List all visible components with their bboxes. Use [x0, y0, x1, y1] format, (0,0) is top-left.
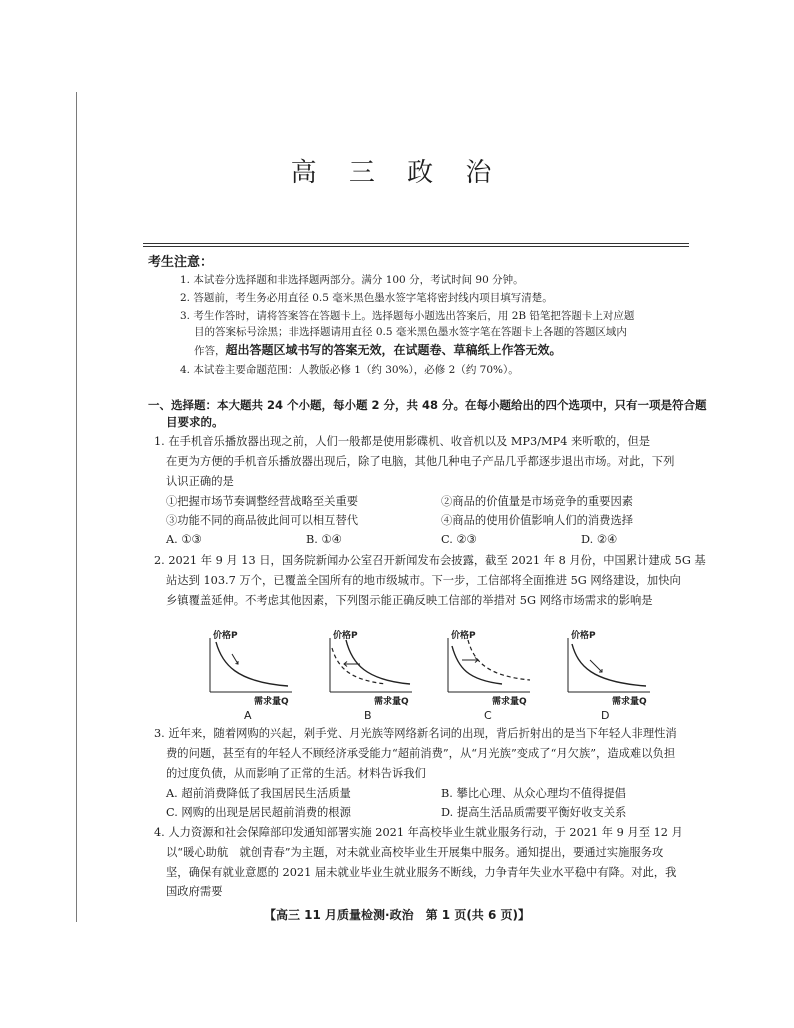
- q2-graph-c-label: C: [484, 709, 492, 722]
- q2-graph-d-ylabel: 价格P: [571, 631, 596, 641]
- q2-graph-c: [442, 631, 542, 724]
- q1-statement-2: ②商品的价值量是市场竞争的重要因素: [441, 495, 634, 508]
- q1-option-b: B. ①④: [306, 533, 342, 546]
- notice-item-3-end-text: 作答，: [194, 345, 226, 357]
- q1-stem-line1: 1. 在手机音乐播放器出现之前，人们一般都是使用影碟机、收音机以及 MP3/MP4 来听歌的，但是: [154, 435, 651, 448]
- q3-option-d: D. 提高生活品质需要平衡好收支关系: [441, 806, 627, 819]
- q2-stem-line2: 站达到 103.7 万个，已覆盖全国所有的地市级城市。下一步，工信部将全面推进 5G 网络建设，加快向: [166, 574, 681, 587]
- q2-graph-b-label: B: [364, 709, 372, 722]
- q2-graph-a-label: A: [244, 709, 252, 722]
- q2-graph-a: [204, 631, 304, 724]
- q3-option-c: C. 网购的出现是居民超前消费的根源: [166, 806, 351, 819]
- notice-item-2: 2. 答题前，考生务必用直径 0.5 毫米黑色墨水签字笔将密封线内项目填写清楚。: [180, 292, 553, 304]
- q1-option-a: A. ①③: [166, 533, 202, 546]
- q1-statement-1: ①把握市场节奏调整经营战略至关重要: [166, 495, 359, 508]
- q2-graph-d: [562, 631, 662, 724]
- notice-item-3-end: [194, 343, 562, 358]
- notice-item-4: 4. 本试卷主要命题范围：人教版必修 1（约 30%），必修 2（约 70%）。: [180, 364, 519, 376]
- q2-graph-a-ylabel: 价格P: [213, 631, 238, 641]
- section-heading-cont: 目要求的。: [166, 415, 224, 429]
- q2-graph-c-xlabel: 需求量Q: [492, 697, 527, 707]
- q3-option-b: B. 攀比心理、从众心理均不值得提倡: [441, 787, 626, 800]
- q3-option-a: A. 超前消费降低了我国居民生活质量: [166, 787, 351, 800]
- q1-stem-line2: 在更为方便的手机音乐播放器出现后，除了电脑，其他几种电子产品几乎都逐步退出市场。对此，下列: [166, 455, 675, 468]
- q3-stem-line3: 的过度负债，从而影响了正常的生活。材料告诉我们: [166, 767, 426, 780]
- q1-option-c: C. ②③: [441, 533, 477, 546]
- q2-graph-b-ylabel: 价格P: [333, 631, 358, 641]
- notice-top-rule: [143, 243, 689, 244]
- q1-statement-3: ③功能不同的商品彼此间可以相互替代: [166, 514, 359, 527]
- q4-stem-line1: 4. 人力资源和社会保障部印发通知部署实施 2021 年高校毕业生就业服务行动，于 2021 年 9 月至 12 月: [154, 826, 683, 839]
- q2-stem-line3: 乡镇覆盖延伸。不考虑其他因素，下列图示能正确反映工信部的举措对 5G 网络市场需求的影响是: [166, 594, 653, 607]
- q4-stem-line3: 坚，确保有就业意愿的 2021 届未就业毕业生就业服务不断线，力争青年失业水平稳中有降。对此，我: [166, 866, 677, 879]
- q2-graph-b-xlabel: 需求量Q: [374, 697, 409, 707]
- exam-title: 高 三 政 治: [290, 158, 504, 188]
- q2-graph-d-xlabel: 需求量Q: [612, 697, 647, 707]
- q4-stem-line4: 国政府需要: [166, 885, 223, 898]
- q2-graph-d-label: D: [601, 709, 610, 722]
- q1-statement-4: ④商品的使用价值影响人们的消费选择: [441, 514, 634, 527]
- q1-option-d: D. ②④: [581, 533, 618, 546]
- notice-top-rule-inner: [143, 246, 689, 247]
- q2-graph-c-ylabel: 价格P: [451, 631, 476, 641]
- notice-item-3: 3. 考生作答时，请将答案答在答题卡上。选择题每小题选出答案后，用 2B 铅笔把答题卡上对应题: [180, 310, 635, 322]
- q3-stem-line1: 3. 近年来，随着网购的兴起，剁手党、月光族等网络新名词的出现，背后折射出的是当下年轻人非理性消: [154, 727, 677, 740]
- q1-stem-line3: 认识正确的是: [166, 475, 234, 488]
- notice-item-3-cont: 目的答案标号涂黑；非选择题请用直径 0.5 毫米黑色墨水签字笔在答题卡上各题的答题区域内: [194, 326, 627, 338]
- q3-stem-line2: 费的问题，甚至有的年轻人不顾经济承受能力“超前消费”，从“月光族”变成了“月欠族”，造成难以负担: [166, 747, 676, 760]
- q2-stem-line1: 2. 2021 年 9 月 13 日，国务院新闻办公室召开新闻发布会披露，截至 2021 年 8 月份，中国累计建成 5G 基: [154, 554, 706, 567]
- notice-heading: 考生注意：: [148, 255, 214, 270]
- q2-graph-a-xlabel: 需求量Q: [254, 697, 289, 707]
- notice-invalid-warning: 超出答题区域书写的答案无效，在试题卷、草稿纸上作答无效。: [225, 343, 562, 357]
- q2-graph-b: [324, 631, 424, 724]
- page-footer: 【高三 11 月质量检测·政治 第 1 页(共 6 页)】: [264, 908, 530, 922]
- q4-stem-line2: 以“暖心助航 就创青春”为主题，对未就业高校毕业生开展集中服务。通知提出，要通过实施服务攻: [166, 846, 664, 859]
- notice-item-1: 1. 本试卷分选择题和非选择题两部分。满分 100 分，考试时间 90 分钟。: [180, 274, 524, 286]
- section-heading: 一、选择题：本大题共 24 个小题，每小题 2 分，共 48 分。在每小题给出的四个选项中，只有一项是符合题: [148, 398, 707, 412]
- binding-margin-line: [76, 92, 77, 922]
